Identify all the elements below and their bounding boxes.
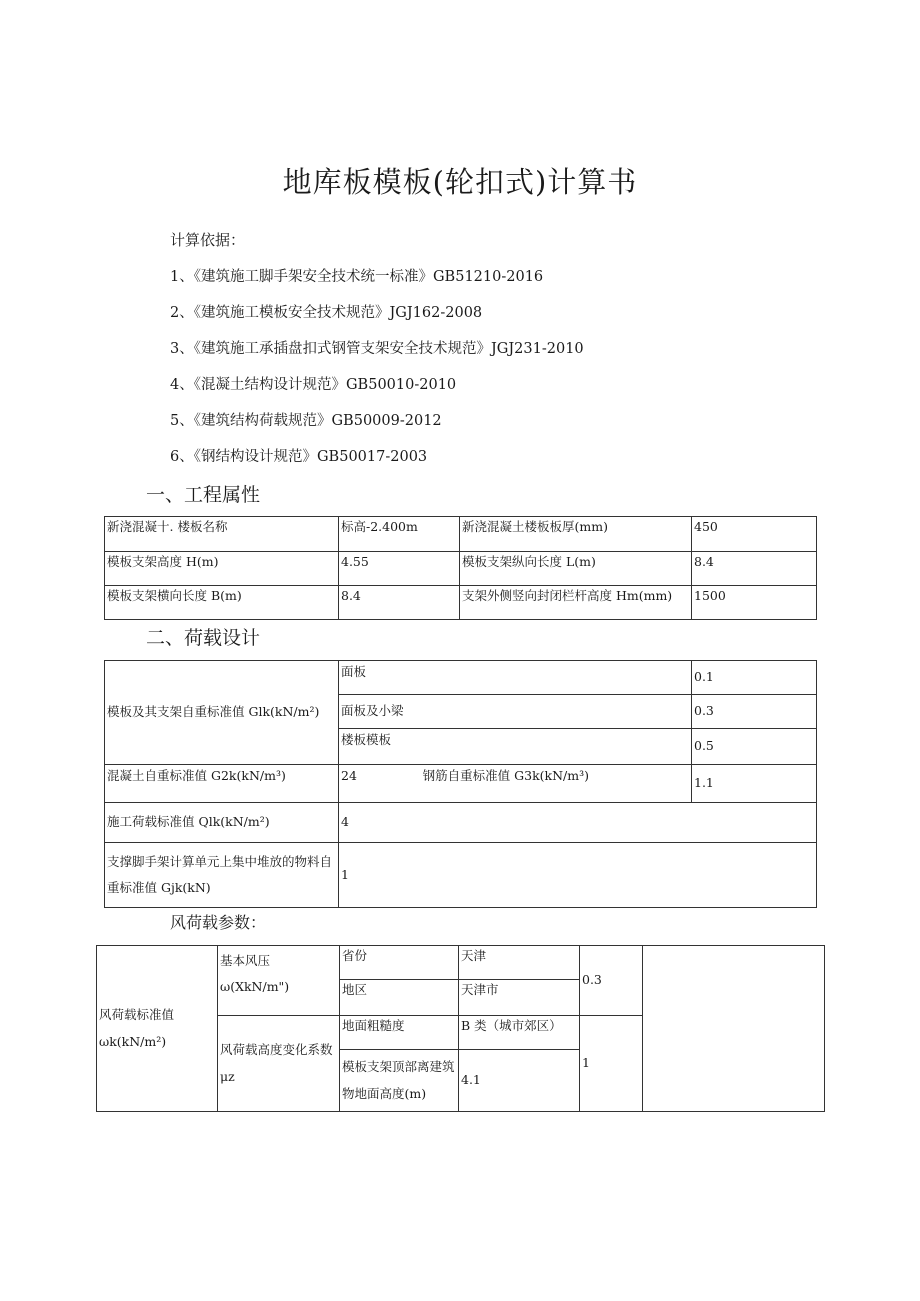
roughness-value: B 类（城市郊区） xyxy=(459,1016,580,1050)
section-heading-project: 一、工程属性 xyxy=(146,484,261,506)
g1k-item-name: 楼板模板 xyxy=(339,729,692,765)
cell-value: 1500 xyxy=(692,586,817,620)
g1k-item-value: 0.5 xyxy=(692,729,817,765)
cell-value: 标高-2.400m xyxy=(339,517,460,552)
cell-label: 新浇混凝十. 楼板名称 xyxy=(105,517,339,552)
reference-item: 2、《建筑施工模板安全技术规范》JGJ162-2008 xyxy=(170,305,483,321)
g2k-g3k-cell xyxy=(339,765,692,803)
region-label: 地区 xyxy=(340,980,459,1016)
gjk-value: 1 xyxy=(339,843,817,908)
cell-label: 模板支架纵向长度 L(m) xyxy=(460,552,692,586)
g2k-label: 混凝土自重标准值 G2k(kN/m³) xyxy=(105,765,339,803)
cell-label: 模板支架高度 H(m) xyxy=(105,552,339,586)
section-heading-load: 二、荷载设计 xyxy=(146,627,261,649)
wind-standard-label: 风荷载标准值 ωk(kN/m²) xyxy=(97,946,218,1112)
table-row xyxy=(105,552,817,586)
cell-label: 支架外侧竖向封闭栏杆高度 Hm(mm) xyxy=(460,586,692,620)
reference-item: 3、《建筑施工承插盘扣式钢管支架安全技术规范》JGJ231-2010 xyxy=(170,341,584,357)
cell-value: 4.55 xyxy=(339,552,460,586)
height-coefficient-label: 风荷载高度变化系数 μz xyxy=(218,1016,340,1112)
table-row xyxy=(105,765,817,803)
reference-item: 4、《混凝土结构设计规范》GB50010-2010 xyxy=(170,377,457,393)
g2k-value: 24 xyxy=(341,768,357,783)
support-height-label: 模板支架顶部离建筑物地面高度(m) xyxy=(340,1050,459,1112)
basic-wind-pressure-label: 基本风压 ω(XkN/m") xyxy=(218,946,340,1016)
cell-value: 8.4 xyxy=(692,552,817,586)
province-value: 天津 xyxy=(459,946,580,980)
cell-label: 模板支架横向长度 B(m) xyxy=(105,586,339,620)
cell-label: 新浇混凝土楼板板厚(mm) xyxy=(460,517,692,552)
project-properties-table xyxy=(104,516,817,620)
table-row xyxy=(97,946,825,980)
g1k-item-value: 0.3 xyxy=(692,695,817,729)
reference-item: 1、《建筑施工脚手架安全技术统一标准》GB51210-2016 xyxy=(170,269,544,285)
wind-load-table xyxy=(96,945,825,1112)
g1k-item-name: 面板 xyxy=(339,661,692,695)
q1k-value: 4 xyxy=(339,803,817,843)
region-value: 天津市 xyxy=(459,980,580,1016)
table-row xyxy=(105,517,817,552)
g3k-value: 1.1 xyxy=(692,765,817,803)
page-title: 地库板模板(轮扣式)计算书 xyxy=(282,165,638,199)
support-height-value: 4.1 xyxy=(459,1050,580,1112)
table-row xyxy=(105,661,817,695)
table-row xyxy=(105,586,817,620)
basic-wind-pressure-value: 0.3 xyxy=(580,946,643,1016)
table-row xyxy=(105,803,817,843)
g1k-item-name: 面板及小梁 xyxy=(339,695,692,729)
q1k-label: 施工荷载标准值 Qlk(kN/m²) xyxy=(105,803,339,843)
g3k-label: 钢筋自重标准值 G3k(kN/m³) xyxy=(422,768,589,783)
roughness-label: 地面粗糙度 xyxy=(340,1016,459,1050)
province-label: 省份 xyxy=(340,946,459,980)
table-row xyxy=(105,843,817,908)
cell-value: 8.4 xyxy=(339,586,460,620)
g1k-label: 模板及其支架自重标准值 Glk(kN/m²) xyxy=(105,661,339,765)
empty-cell xyxy=(643,946,825,1112)
wind-params-heading: 风荷载参数： xyxy=(170,913,267,932)
height-coefficient-value: 1 xyxy=(580,1016,643,1112)
load-design-table xyxy=(104,660,817,908)
reference-item: 6、《钢结构设计规范》GB50017-2003 xyxy=(170,449,428,465)
cell-value: 450 xyxy=(692,517,817,552)
gjk-label: 支撑脚手架计算单元上集中堆放的物料自重标准值 Gjk(kN) xyxy=(105,843,339,908)
reference-item: 5、《建筑结构荷载规范》GB50009-2012 xyxy=(170,413,442,429)
basis-label: 计算依据： xyxy=(170,231,246,249)
g1k-item-value: 0.1 xyxy=(692,661,817,695)
